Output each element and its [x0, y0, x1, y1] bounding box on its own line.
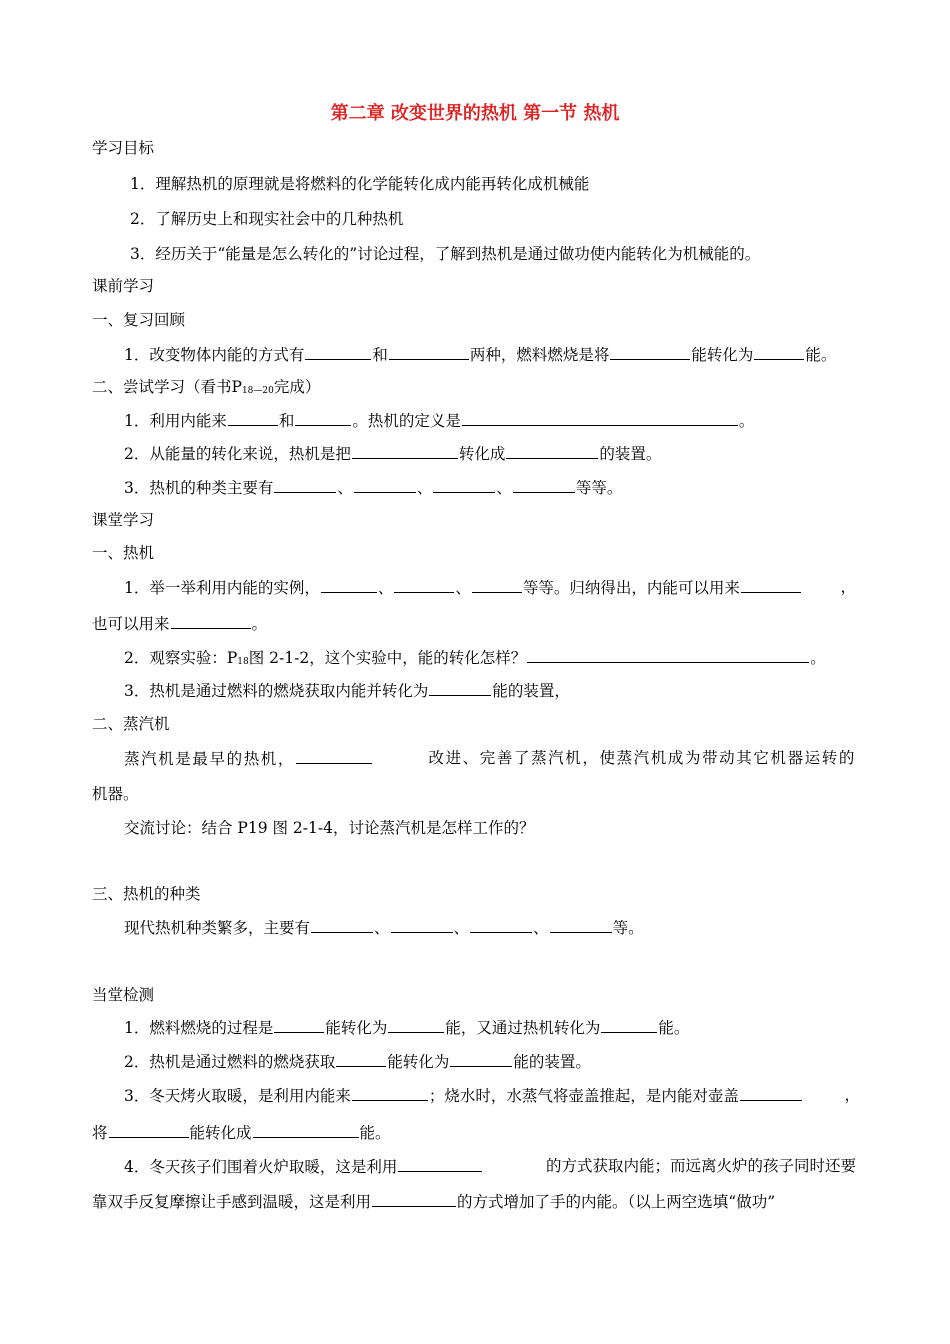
steam-discussion: 交流讨论：结合 P19 图 2-1-4，讨论蒸汽机是怎样工作的？ — [124, 819, 535, 837]
fill-blank[interactable] — [109, 1122, 189, 1138]
try-question-2: 2．从能量的转化来说，热机是把 转化成 的装置。 — [124, 445, 662, 463]
fill-blank[interactable] — [527, 647, 809, 663]
review-heading: 一、复习回顾 — [92, 311, 186, 329]
steam-heading: 二、蒸汽机 — [92, 715, 170, 733]
fill-blank[interactable] — [336, 1051, 386, 1067]
check-question-1: 1．燃料燃烧的过程是 能转化为 能，又通过热机转化为 能。 — [124, 1019, 690, 1037]
page-title: 第二章 改变世界的热机 第一节 热机 — [330, 103, 620, 124]
classstudy-heading: 课堂学习 — [92, 511, 155, 529]
fill-blank[interactable] — [470, 917, 532, 933]
heatengine-question-2: 2．观察实验：P18图 2-1-2，这个实验中，能的转化怎样？ 。 — [124, 649, 826, 667]
fill-blank[interactable] — [352, 1085, 428, 1101]
types-paragraph: 现代热机种类繁多，主要有 、 、 、 等。 — [124, 919, 644, 937]
fill-blank[interactable] — [274, 477, 336, 493]
fill-blank[interactable] — [311, 917, 373, 933]
fill-blank[interactable] — [394, 577, 454, 593]
fill-blank[interactable] — [610, 344, 690, 360]
fill-blank[interactable] — [550, 917, 612, 933]
try-question-1: 1．利用内能来 和 。热机的定义是 。 — [124, 412, 755, 430]
goal-item-3: 3．经历关于“能量是怎么转化的”讨论过程，了解到热机是通过做功使内能转化为机械能的。 — [130, 245, 761, 263]
goal-item-2: 2．了解历史上和现实社会中的几种热机 — [130, 210, 404, 228]
fill-blank[interactable] — [228, 410, 278, 426]
heatengine-question-1a: 1．举一举利用内能的实例， 、 、 等等。归纳得出，内能可以用来 ， — [124, 578, 856, 597]
goal-item-1: 1．理解热机的原理就是将燃料的化学能转化成内能再转化成机械能 — [130, 175, 590, 193]
heatengine-question-1b: 也可以用来 。 — [92, 615, 268, 633]
fill-blank[interactable] — [429, 680, 491, 696]
fill-blank[interactable] — [388, 1017, 444, 1033]
fill-blank[interactable] — [354, 477, 416, 493]
fill-blank[interactable] — [274, 1017, 324, 1033]
check-heading: 当堂检测 — [92, 986, 155, 1004]
check-question-2: 2．热机是通过燃料的燃烧获取 能转化为 能的装置。 — [124, 1053, 591, 1071]
prestudy-heading: 课前学习 — [92, 277, 155, 295]
check-question-3a: 3．冬天烤火取暖，是利用内能来 ；烧水时，水蒸气将壶盖推起，是内能对壶盖 ， — [124, 1086, 860, 1105]
fill-blank[interactable] — [506, 443, 598, 459]
fill-blank[interactable] — [352, 443, 458, 459]
check-question-3b: 将 能转化成 能。 — [92, 1124, 391, 1142]
fill-blank[interactable] — [462, 410, 738, 426]
fill-blank[interactable] — [389, 344, 469, 360]
fill-blank[interactable] — [472, 577, 522, 593]
fill-blank[interactable] — [253, 1122, 359, 1138]
heatengine-question-3: 3．热机是通过燃料的燃烧获取内能并转化为 能的装置， — [124, 682, 570, 700]
fill-blank[interactable] — [295, 410, 351, 426]
steam-paragraph-line-1: 蒸汽机是最早的热机， 改进、完善了蒸汽机，使蒸汽机成为带动其它机器运转的 — [124, 749, 856, 768]
fill-blank[interactable] — [391, 917, 453, 933]
goals-heading: 学习目标 — [92, 139, 155, 157]
fill-blank[interactable] — [305, 344, 371, 360]
fill-blank[interactable] — [321, 577, 377, 593]
types-heading: 三、热机的种类 — [92, 885, 201, 903]
fill-blank[interactable] — [398, 1156, 482, 1172]
check-question-4b: 靠双手反复摩擦让手感到温暖，这是利用 的方式增加了手的内能。（以上两空选填“做功” — [92, 1193, 776, 1211]
fill-blank[interactable] — [171, 613, 251, 629]
fill-blank[interactable] — [296, 748, 372, 764]
try-question-3: 3．热机的种类主要有 、 、 、 等等。 — [124, 479, 623, 497]
steam-paragraph-line-2: 机器。 — [92, 785, 139, 803]
fill-blank[interactable] — [433, 477, 495, 493]
fill-blank[interactable] — [450, 1051, 512, 1067]
fill-blank[interactable] — [741, 577, 801, 593]
review-question-1: 1．改变物体内能的方式有 和 两种，燃料燃烧是将 能转化为 能。 — [124, 346, 837, 364]
try-heading: 二、尝试学习（看书P18—20完成） — [92, 378, 321, 396]
check-question-4a: 4．冬天孩子们围着火炉取暖，这是利用 的方式获取内能；而远离火炉的孩子同时还要 — [124, 1157, 856, 1176]
fill-blank[interactable] — [740, 1085, 802, 1101]
fill-blank[interactable] — [601, 1017, 657, 1033]
heatengine-heading: 一、热机 — [92, 544, 155, 562]
fill-blank[interactable] — [754, 344, 804, 360]
fill-blank[interactable] — [372, 1191, 456, 1207]
fill-blank[interactable] — [513, 477, 575, 493]
